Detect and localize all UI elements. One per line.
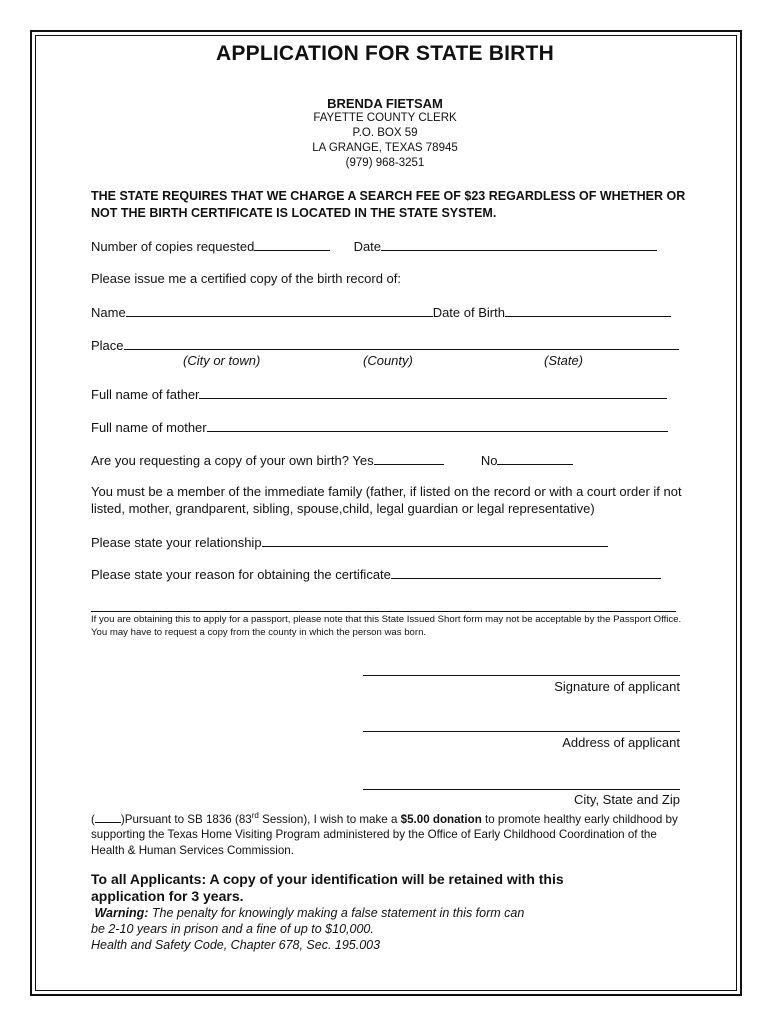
relationship-label: Please state your relationship xyxy=(91,535,262,550)
donation-superscript: rd xyxy=(251,811,259,820)
citystatezip-caption: City, State and Zip xyxy=(574,792,680,807)
date-label: Date xyxy=(353,239,382,254)
warning-text1: The penalty for knowingly making a false statement in this form can xyxy=(148,906,525,920)
name-label: Name xyxy=(91,305,126,320)
reason-continuation-line[interactable] xyxy=(91,611,676,612)
family-requirement-text: You must be a member of the immediate family (father, if listed on the record or with a court order if not listed, mother, grandparent, sibling, spouse,child, legal guardian or legal representative) xyxy=(91,484,682,516)
fee-notice: THE STATE REQUIRES THAT WE CHARGE A SEARCH FEE OF $23 REGARDLESS OF WHETHER OR NOT THE BIRTH CERTIFICATE IS LOCATED IN THE STATE SYSTEM. xyxy=(91,189,686,220)
copies-label: Number of copies requested xyxy=(91,239,255,254)
yes-input[interactable] xyxy=(374,452,444,465)
name-row xyxy=(91,304,671,320)
mother-input[interactable] xyxy=(207,419,668,432)
place-label: Place xyxy=(91,338,124,353)
mother-label: Full name of mother xyxy=(91,420,207,435)
warning-line1 xyxy=(91,905,524,921)
own-birth-label: Are you requesting a copy of your own birth? Yes xyxy=(91,453,374,468)
father-row xyxy=(91,386,667,402)
clerk-office: FAYETTE COUNTY CLERK xyxy=(313,112,457,124)
id-notice-line2: application for 3 years. xyxy=(91,888,244,904)
relationship-input[interactable] xyxy=(262,534,608,547)
passport-note: If you are obtaining this to apply for a passport, please note that this State Issued Short form may not be acceptable by the Passport Office. You may have to request a copy from the county in which the person was born. xyxy=(91,614,682,638)
mother-row xyxy=(91,419,668,435)
donation-middle: Session), I wish to make a xyxy=(258,812,401,826)
address-line[interactable] xyxy=(363,731,680,732)
clerk-name: BRENDA FIETSAM xyxy=(327,96,443,111)
dob-label: Date of Birth xyxy=(432,305,505,320)
reason-row xyxy=(91,566,661,582)
copies-row xyxy=(91,238,657,254)
place-state-caption: (State) xyxy=(544,353,584,368)
father-input[interactable] xyxy=(199,386,667,399)
donation-suffix: to promote healthy early childhood by supporting the Texas Home Visiting Program administered by the Office of Early Childhood Coordination of the Health & Human Services Commission. xyxy=(91,812,678,857)
place-city-caption: (City or town) xyxy=(183,353,261,368)
warning-line3: Health and Safety Code, Chapter 678, Sec. 195.003 xyxy=(91,938,381,952)
donation-amount: $5.00 donation xyxy=(400,812,482,826)
signature-caption: Signature of applicant xyxy=(554,679,680,694)
no-label: No xyxy=(480,453,498,468)
copies-input[interactable] xyxy=(254,238,330,251)
name-input[interactable] xyxy=(126,304,433,317)
issue-text: Please issue me a certified copy of the birth record of: xyxy=(91,271,401,286)
relationship-row xyxy=(91,534,608,550)
citystatezip-line[interactable] xyxy=(363,789,680,790)
father-label: Full name of father xyxy=(91,387,200,402)
dob-input[interactable] xyxy=(505,304,671,317)
clerk-po-box: P.O. BOX 59 xyxy=(352,127,418,139)
place-county-caption: (County) xyxy=(363,353,413,368)
donation-text: ( )Pursuant to SB 1836 (83rd Session), I wish to make a $5.00 donation to promote healthy early childhood by supporting the Texas Home Visiting Program administered by the Office of Early Childhood Coordination of the Health & Human Services Commission. xyxy=(91,811,678,857)
reason-input[interactable] xyxy=(391,566,661,579)
donation-checkbox[interactable] xyxy=(95,811,121,823)
clerk-city: LA GRANGE, TEXAS 78945 xyxy=(312,142,458,154)
warning-label: Warning: xyxy=(94,906,149,920)
place-input[interactable] xyxy=(124,337,679,350)
date-input[interactable] xyxy=(381,238,657,251)
warning-line2: be 2-10 years in prison and a fine of up to $10,000. xyxy=(91,922,374,936)
signature-line[interactable] xyxy=(363,675,680,676)
own-birth-row xyxy=(91,452,573,468)
donation-prefix: Pursuant to SB 1836 (83 xyxy=(124,812,252,826)
address-caption: Address of applicant xyxy=(562,735,680,750)
reason-label: Please state your reason for obtaining the certificate xyxy=(91,567,391,582)
id-notice-line1: To all Applicants: A copy of your identification will be retained with this xyxy=(91,871,564,887)
no-input[interactable] xyxy=(497,452,573,465)
form-title: APPLICATION FOR STATE BIRTH xyxy=(216,42,554,65)
clerk-phone: (979) 968-3251 xyxy=(345,157,425,169)
place-row xyxy=(91,337,679,353)
